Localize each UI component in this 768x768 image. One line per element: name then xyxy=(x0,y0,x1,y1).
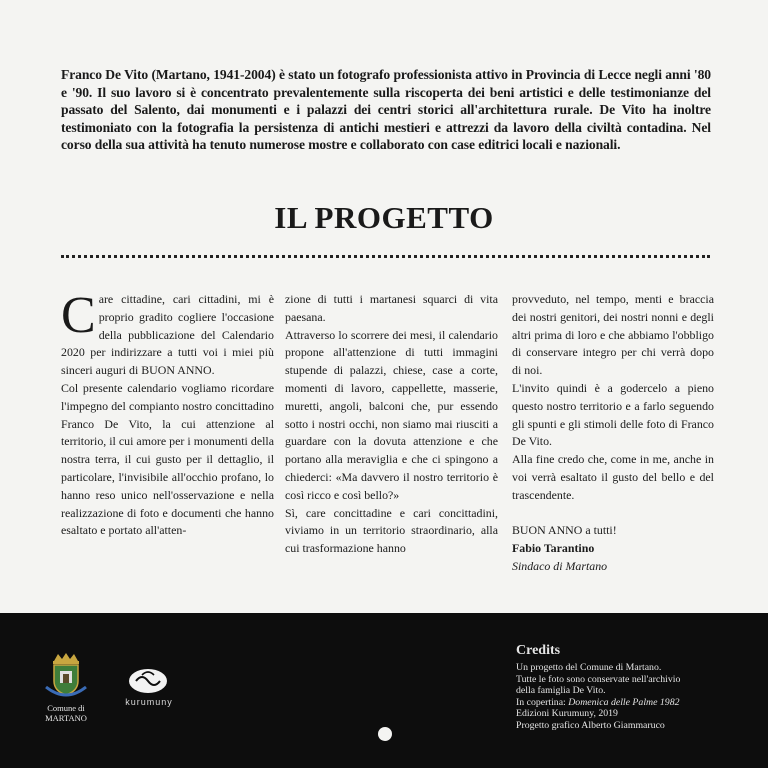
letter-column-2 xyxy=(285,291,498,558)
credits-line-1: Un progetto del Comune di Martano. xyxy=(516,662,662,673)
letter-paragraph-4-cont: provveduto, nel tempo, menti e braccia dei nostri genitori, dei nostri nonni e degli altri prima di loro e che abbiamo l'obbligo di conservare integro per chi verrà dopo di noi. xyxy=(512,292,714,378)
credits-edition: Edizioni Kurumuny, 2019 xyxy=(516,708,618,720)
comune-label xyxy=(30,703,102,723)
letter-opening xyxy=(61,287,274,380)
credits-line-2: Tutte le foto sono conservate nell'archivio xyxy=(516,673,681,685)
letter-paragraph-1: are cittadine, cari cittadini, mi è proprio gradito cogliere l'occasione della pubblicazione del Calendario 2020 per indirizzare a tutti voi i miei più sinceri auguri di BUON ANNO. xyxy=(61,292,274,378)
cover-prefix: In copertina: xyxy=(516,696,569,708)
letter-paragraph-6: Alla fine credo che, come in me, anche in voi verrà esaltato il gusto del bello e del trascendente. xyxy=(512,452,714,502)
letter-column-3 xyxy=(512,291,714,576)
letter-column-1 xyxy=(61,287,274,540)
letter-paragraph-5: L'invito quindi è a godercelo a pieno questo nostro territorio e a farlo seguendo gli spunti e gli stimoli delle foto di Franco De Vito. xyxy=(512,380,714,449)
comune-line-2: MARTANO xyxy=(45,713,87,723)
letter-paragraph-2: Col presente calendario vogliamo ricordare l'impegno del compianto nostro concittadino Franco De Vito, la cui attenzione al territorio, il cui amore per i monumenti della nostra terra, il cui gusto per il dettaglio, il particolare, l'invisibile all'occhio profano, lo hanno reso unico nell'osservazione e nella realizzazione di foto e documenti che hanno esaltato e portato all'atten- xyxy=(61,380,274,538)
signature-role: Sindaco di Martano xyxy=(512,558,608,573)
letter-paragraph-4: Sì, care concittadine e cari concittadini, viviamo in un territorio straordinario, alla cui trasformazione hanno xyxy=(285,505,498,556)
letter-closing: BUON ANNO a tutti! xyxy=(512,523,617,538)
drop-cap: C xyxy=(61,287,96,344)
comune-line-1: Comune di xyxy=(47,703,85,713)
publisher-logo-text: kurumuny xyxy=(125,697,173,707)
intro-paragraph: Franco De Vito (Martano, 1941-2004) è stato un fotografo professionista attivo in Provincia di Lecce negli anni '80 e '90. Il suo lavoro si è concentrato prevalentemente sulla riscoperta dei beni artistici e delle testimonianze del passato del Salento, dai monumenti e i palazzi dei centri storici all'architettura rurale. De Vito ha inoltre testimoniato con la fotografia la persistenza di antichi mestieri e attrezzi da lavoro della civiltà contadina. Nel corso della sua attività ha tenuto numerose mostre e collaborato con case editrici locali e nazionali. xyxy=(61,67,711,152)
credits-title: Credits xyxy=(516,643,561,658)
credits-graphic-design: Progetto grafico Alberto Giammaruco xyxy=(516,719,665,731)
letter-paragraph-3: Attraverso lo scorrere dei mesi, il calendario propone all'attenzione di tutti immagini stupende di palazzi, chiese, case a corte, momenti di lavoro, cappellette, masserie, muretti, angoli, balconi che, pur essendo sotto i nostri occhi, non siamo mai riusciti a guardare con la dovuta attenzione e che portano alla meraviglia e che ci spingono a chiederci: «Ma davvero il nostro territorio è così ricco e così bello?» xyxy=(285,327,498,502)
hanging-hole xyxy=(378,727,392,741)
credits-line-3: della famiglia De Vito. xyxy=(516,685,606,697)
credits-cover xyxy=(516,697,756,709)
martano-crest-icon xyxy=(44,651,88,701)
section-title: IL PROGETTO xyxy=(274,200,494,235)
kurumuny-logo-icon xyxy=(128,667,168,695)
signature-name: Fabio Tarantino xyxy=(512,541,595,556)
credits-block xyxy=(516,643,756,732)
letter-paragraph-2-cont: zione di tutti i martanesi squarci di vita paesana. xyxy=(285,292,498,324)
dotted-divider xyxy=(61,255,710,258)
cover-title: Domenica delle Palme 1982 xyxy=(568,696,680,708)
